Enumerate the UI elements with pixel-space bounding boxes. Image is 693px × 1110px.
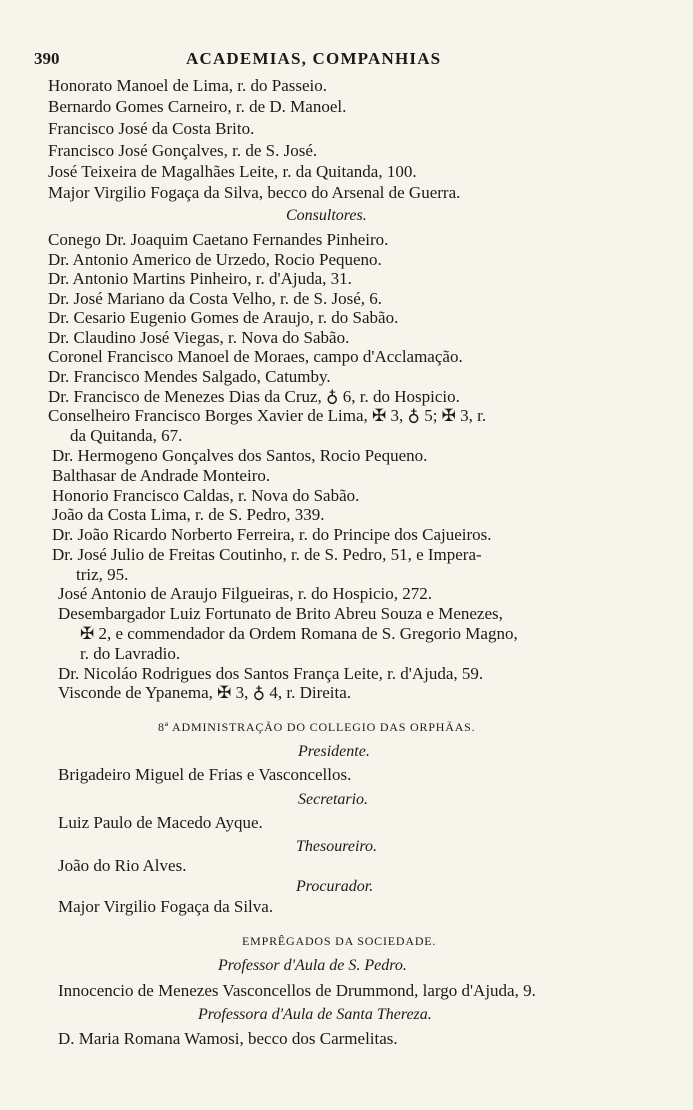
entry: D. Maria Romana Wamosi, becco dos Carmelitas. bbox=[58, 1029, 398, 1048]
section-heading-administracao: 8ª ADMINISTRAÇÃO DO COLLEGIO DAS ORPHÃAS. bbox=[158, 720, 476, 734]
entry-continuation: triz, 95. bbox=[76, 565, 129, 584]
role-presidente: Presidente. bbox=[298, 743, 370, 760]
role-professor: Professor d'Aula de S. Pedro. bbox=[218, 957, 407, 974]
role-thesoureiro: Thesoureiro. bbox=[296, 838, 378, 855]
entry: Francisco José Gonçalves, r. de S. José. bbox=[48, 141, 318, 160]
entry: Dr. Francisco Mendes Salgado, Catumby. bbox=[48, 367, 331, 386]
entry: Conego Dr. Joaquim Caetano Fernandes Pinheiro. bbox=[48, 230, 389, 249]
entry: Innocencio de Menezes Vasconcellos de Drummond, largo d'Ajuda, 9. bbox=[58, 981, 536, 1000]
entry: Dr. Antonio Martins Pinheiro, r. d'Ajuda, 31. bbox=[48, 269, 352, 288]
entry: Dr. Claudino José Viegas, r. Nova do Sabão. bbox=[48, 328, 350, 347]
entry: Conselheiro Francisco Borges Xavier de Lima, ✠ 3, ♁ 5; ✠ 3, r. bbox=[48, 406, 487, 425]
entry: Visconde de Ypanema, ✠ 3, ♁ 4, r. Direita. bbox=[58, 683, 352, 702]
page-number: 390 bbox=[34, 49, 60, 68]
entry-continuation: da Quitanda, 67. bbox=[70, 426, 183, 445]
entry: Dr. João Ricardo Norberto Ferreira, r. do Principe dos Cajueiros. bbox=[52, 525, 492, 544]
section-heading-empregados: EMPRÊGADOS DA SOCIEDADE. bbox=[242, 934, 437, 948]
entry: Desembargador Luiz Fortunato de Brito Abreu Souza e Menezes, bbox=[58, 604, 503, 623]
role-secretario: Secretario. bbox=[298, 791, 369, 808]
entry: Brigadeiro Miguel de Frias e Vasconcellos. bbox=[58, 765, 352, 784]
running-title: ACADEMIAS, COMPANHIAS bbox=[186, 49, 442, 68]
entry: Bernardo Gomes Carneiro, r. de D. Manoel. bbox=[48, 97, 347, 116]
running-header bbox=[34, 49, 484, 71]
entry: Coronel Francisco Manoel de Moraes, campo d'Acclamação. bbox=[48, 347, 463, 366]
section-heading-consultores: Consultores. bbox=[286, 207, 367, 224]
entry: Dr. José Julio de Freitas Coutinho, r. de S. Pedro, 51, e Impera- bbox=[52, 545, 482, 564]
entry: Dr. Cesario Eugenio Gomes de Araujo, r. do Sabão. bbox=[48, 308, 399, 327]
entry: José Antonio de Araujo Filgueiras, r. do Hospicio, 272. bbox=[58, 584, 432, 603]
entry-continuation: r. do Lavradio. bbox=[80, 644, 181, 663]
entry-continuation: ✠ 2, e commendador da Ordem Romana de S. Gregorio Magno, bbox=[80, 624, 518, 643]
entry: Balthasar de Andrade Monteiro. bbox=[52, 466, 271, 485]
entry: Dr. José Mariano da Costa Velho, r. de S. José, 6. bbox=[48, 289, 382, 308]
entry: Major Virgilio Fogaça da Silva. bbox=[58, 897, 274, 916]
role-procurador: Procurador. bbox=[296, 878, 374, 895]
entry: Francisco José da Costa Brito. bbox=[48, 119, 255, 138]
entry: João da Costa Lima, r. de S. Pedro, 339. bbox=[52, 505, 325, 524]
entry: Dr. Hermogeno Gonçalves dos Santos, Rocio Pequeno. bbox=[52, 446, 428, 465]
entry: Honorato Manoel de Lima, r. do Passeio. bbox=[48, 76, 328, 95]
entry: Dr. Francisco de Menezes Dias da Cruz, ♁ 6, r. do Hospicio. bbox=[48, 387, 460, 406]
entry: Honorio Francisco Caldas, r. Nova do Sabão. bbox=[52, 486, 360, 505]
entry: Dr. Antonio Americo de Urzedo, Rocio Pequeno. bbox=[48, 250, 382, 269]
entry: Dr. Nicoláo Rodrigues dos Santos França Leite, r. d'Ajuda, 59. bbox=[58, 664, 484, 683]
entry: João do Rio Alves. bbox=[58, 856, 187, 875]
entry: José Teixeira de Magalhães Leite, r. da Quitanda, 100. bbox=[48, 162, 417, 181]
entry: Major Virgilio Fogaça da Silva, becco do Arsenal de Guerra. bbox=[48, 183, 461, 202]
role-professora: Professora d'Aula de Santa Thereza. bbox=[198, 1006, 432, 1023]
entry: Luiz Paulo de Macedo Ayque. bbox=[58, 813, 263, 832]
